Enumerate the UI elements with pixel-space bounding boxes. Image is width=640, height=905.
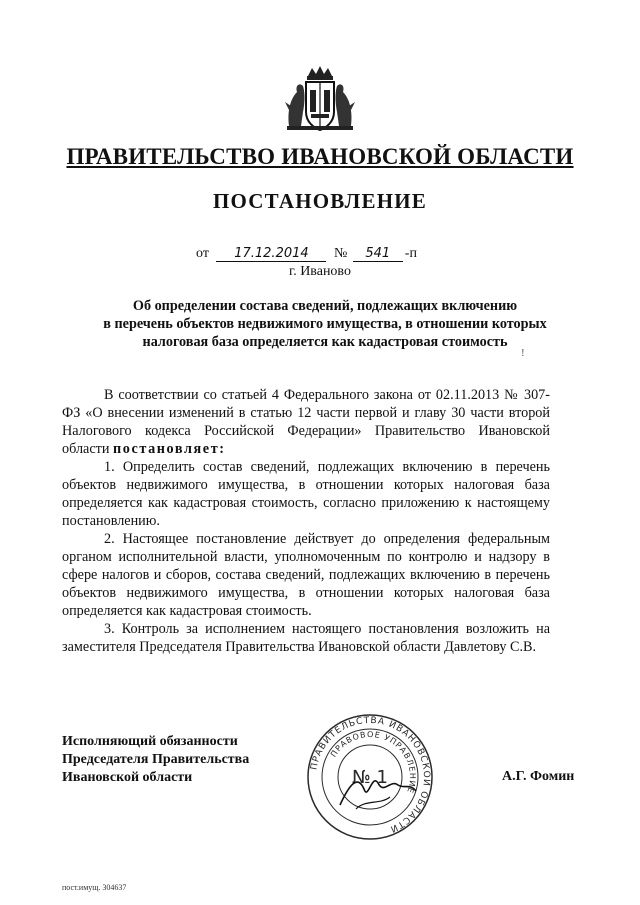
coat-of-arms-emblem	[283, 62, 357, 136]
document-type-title: ПОСТАНОВЛЕНИЕ	[212, 189, 428, 213]
signer-line-2: Председателя Правительства	[62, 752, 250, 767]
signer-position	[62, 733, 249, 787]
clause-3: 3. Контроль за исполнением настоящего постановления возложить на заместителя Председателя Правительства Ивановской области Давлетову С.В.	[62, 621, 550, 655]
subject-line-3: налоговая база определяется как кадастровая стоимость	[142, 334, 508, 350]
official-seal-stamp	[306, 713, 434, 841]
subject-line-2: в перечень объектов недвижимого имущества, в отношении которых	[103, 316, 547, 332]
government-title: ПРАВИТЕЛЬСТВО ИВАНОВСКОЙ ОБЛАСТИ	[66, 144, 574, 169]
number-suffix: -п	[404, 246, 417, 261]
number-label: №	[333, 246, 348, 261]
intro-text: В соответствии со статьей 4 Федерального закона от 02.11.2013 № 307-ФЗ «О внесении изменений в статью 12 части первой и главу 30 части второй Налогового кодекса Российской Федерации» Правительство Ивановской области	[62, 387, 550, 457]
decree-body	[62, 386, 550, 656]
resolves-word: постановляет:	[112, 441, 226, 457]
signer-name: А.Г. Фомин	[502, 769, 575, 784]
svg-text:ПРАВОВОЕ УПРАВЛЕНИЕ: ПРАВОВОЕ УПРАВЛЕНИЕ	[329, 729, 418, 795]
svg-text:ПРАВИТЕЛЬСТВА ИВАНОВСКОЙ ОБЛАС: ПРАВИТЕЛЬСТВА ИВАНОВСКОЙ ОБЛАСТИ	[309, 715, 432, 835]
city-line: г. Иваново	[289, 264, 351, 279]
date-label: от	[196, 246, 209, 261]
decree-number: 541	[353, 246, 403, 262]
decree-subject	[40, 297, 610, 351]
subject-line-1: Об определении состава сведений, подлежащих включению	[132, 298, 518, 314]
signer-line-3: Ивановской области	[62, 770, 193, 785]
signer-line-1: Исполняющий обязанности	[62, 734, 238, 749]
decree-meta-row	[196, 246, 417, 262]
clause-1: 1. Определить состав сведений, подлежащих включению в перечень объектов недвижимого имущества, в отношении которых налоговая база определяется как кадастровая стоимость, согласно приложению к настоящему постановлению.	[62, 459, 550, 529]
decree-date: 17.12.2014	[216, 246, 326, 262]
document-code: пост.имущ. 304637	[62, 883, 127, 892]
clause-2: 2. Настоящее постановление действует до определения федеральным органом исполнительной власти, уполномоченным по контролю и надзору в сфере налогов и сборов, состава сведений, подлежащих включению в перечень объектов недвижимого имущества, в отношении которых налоговая база определяется как кадастровая стоимость.	[62, 531, 550, 619]
intro-paragraph	[62, 386, 550, 458]
margin-tick-mark: !	[521, 347, 525, 359]
svg-text:№ 1: № 1	[352, 767, 388, 788]
